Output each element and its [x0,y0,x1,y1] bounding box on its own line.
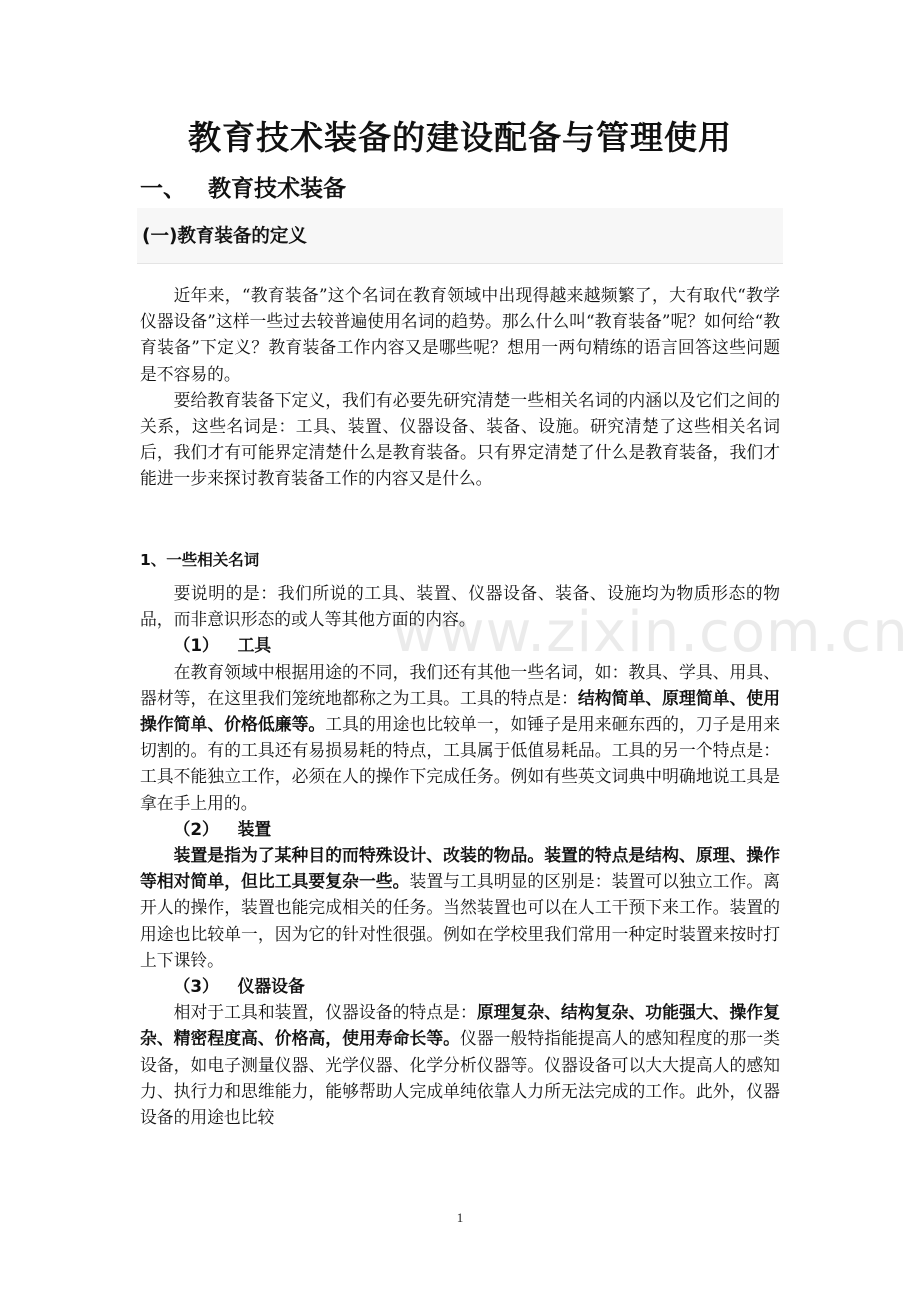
section-title: 教育技术装备 [208,176,346,202]
instrument-key-traits: 原理复杂、结构复杂、功能强大、操作复杂、精密程度高、价格高，使用寿命长等。 [140,1002,780,1049]
item-number: （1） [173,635,219,656]
item-heading-instrument [140,973,780,999]
subsection-heading: (一)教育装备的定义 [142,226,307,247]
item-title: 工具 [237,635,272,656]
intro-block [140,282,780,492]
item-number: （3） [173,976,219,997]
terms-block [140,580,780,1130]
terms-intro-paragraph: 要说明的是：我们所说的工具、装置、仪器设备、装备、设施均为物质形态的物品，而非意识形态的或人等其他方面的内容。 [140,583,780,630]
intro-paragraph-1: 近年来，“教育装备”这个名词在教育领域中出现得越来越频繁了，大有取代“教学仪器设备”这样一些过去较普遍使用名词的趋势。那么什么叫“教育装备”呢？如何给“教育装备”下定义？教育装备工作内容又是哪些呢？想用一两句精练的语言回答这些问题是不容易的。 [140,285,780,384]
item-heading-tool [140,632,780,658]
device-paragraph: 装置是指为了某种目的而特殊设计、改装的物品。装置的特点是结构、原理、操作等相对简单，但比工具要复杂一些。装置与工具明显的区别是：装置可以独立工作。离开人的操作，装置也能完成相关的任务。当然装置也可以在人工干预下来工作。装置的用途也比较单一，因为它的针对性很强。例如在学校里我们常用一种定时装置来按时打上下课铃。 [140,845,780,970]
item-title: 装置 [237,818,272,839]
device-key-traits: 装置是指为了某种目的而特殊设计、改装的物品。装置的特点是结构、原理、操作等相对简单，但比工具要复杂一些。 [140,845,780,892]
intro-paragraph-2: 要给教育装备下定义，我们有必要先研究清楚一些相关名词的内涵以及它们之间的关系，这些名词是：工具、装置、仪器设备、装备、设施。研究清楚了这些相关名词后，我们才有可能界定清楚什么是教育装备。只有界定清楚了什么是教育装备，我们才能进一步来探讨教育装备工作的内容又是什么。 [140,389,780,489]
tool-key-traits: 结构简单、原理简单、使用操作简单、价格低廉等。 [140,687,780,735]
section-heading [140,170,346,203]
item-number: （2） [173,818,219,839]
item-title: 仪器设备 [237,976,305,997]
document-title: 教育技术装备的建设配备与管理使用 [188,118,732,157]
section-number: 一、 [140,176,186,202]
item-heading-device [140,816,780,842]
instrument-paragraph: 相对于工具和装置，仪器设备的特点是：原理复杂、结构复杂、功能强大、操作复杂、精密程度高、价格高，使用寿命长等。仪器一般特指能提高人的感知程度的那一类设备，如电子测量仪器、光学仪器、化学分析仪器等。仪器设备可以大大提高人的感知力、执行力和思维能力，能够帮助人完成单纯依靠人力所无法完成的工作。此外，仪器设备的用途也比较 [140,1002,780,1128]
page-number: 1 [456,1210,464,1225]
subheading-related-terms: 1、一些相关名词 [140,551,260,569]
tool-paragraph: 在教育领域中根据用途的不同，我们还有其他一些名词，如：教具、学具、用具、器材等，在这里我们笼统地都称之为工具。工具的特点是：结构简单、原理简单、使用操作简单、价格低廉等。工具的用途也比较单一，如锤子是用来砸东西的，刀子是用来切割的。有的工具还有易损易耗的特点，工具属于低值易耗品。工具的另一个特点是：工具不能独立工作，必须在人的操作下完成任务。例如有些英文词典中明确地说工具是拿在手上用的。 [140,661,780,813]
watermark: www.zixin.com.cn [392,600,909,665]
